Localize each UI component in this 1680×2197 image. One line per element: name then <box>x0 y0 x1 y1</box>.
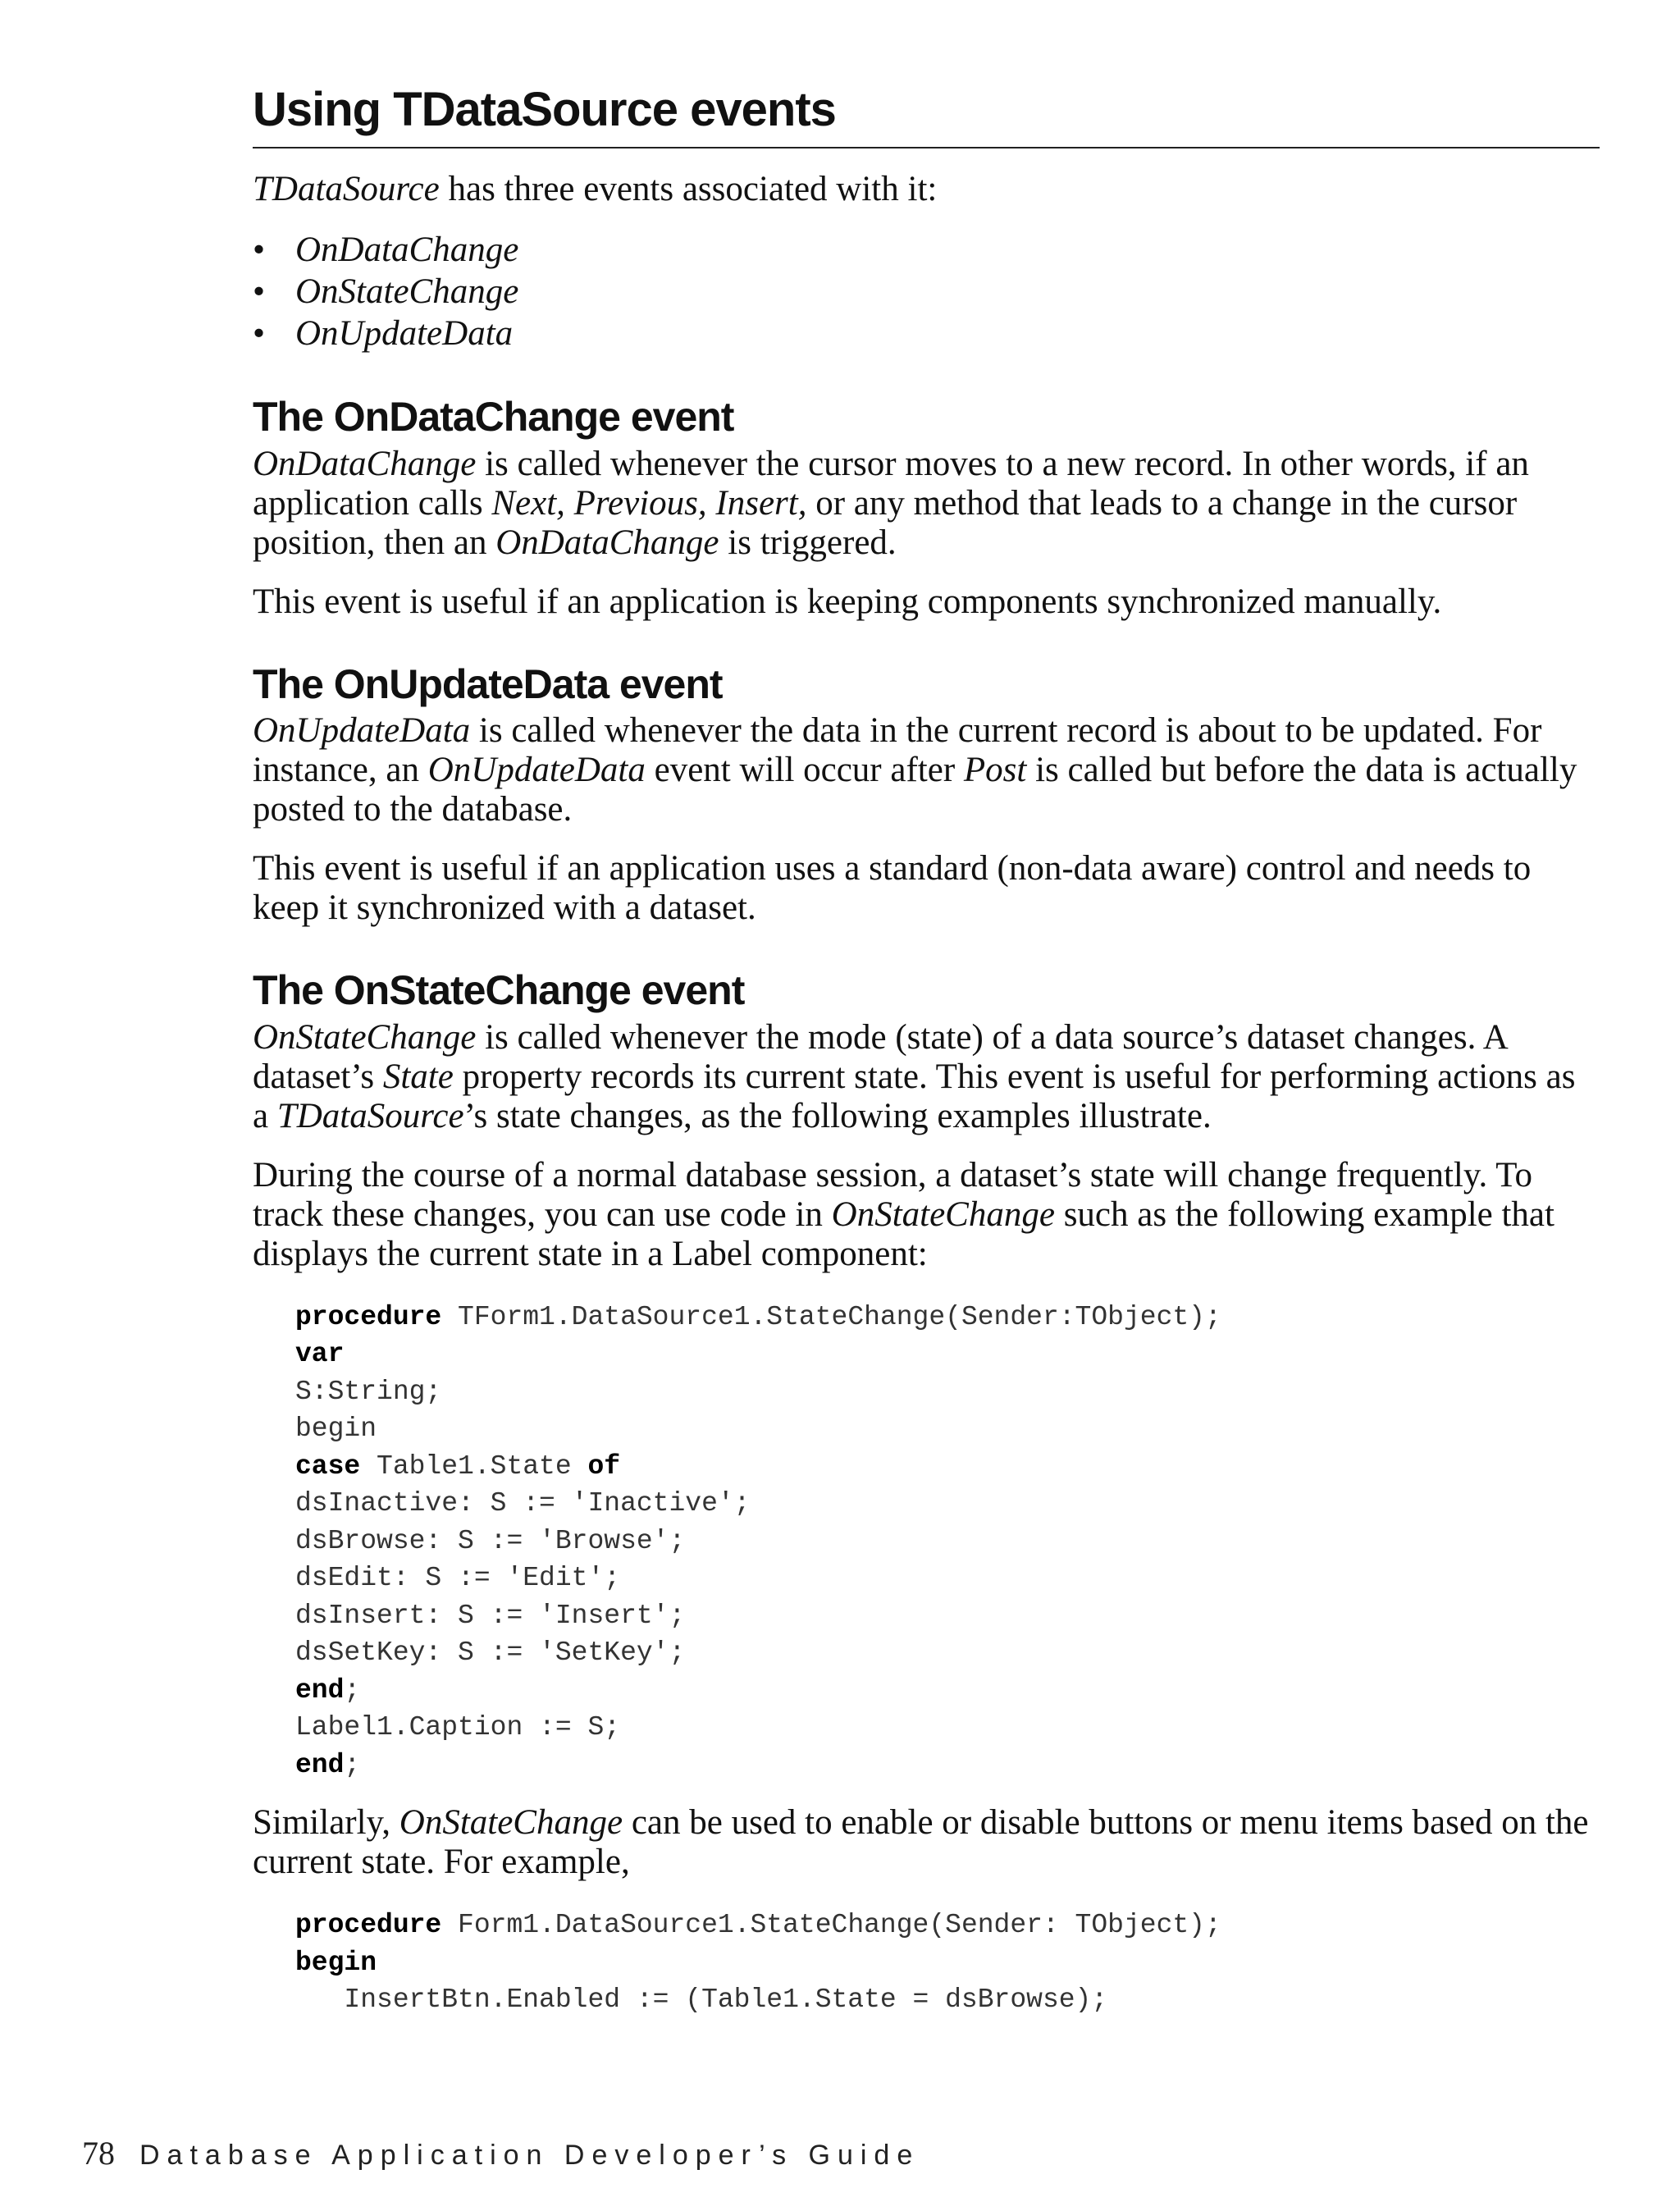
code-keyword: end <box>295 1674 345 1706</box>
chapter-title: Using TDataSource events <box>253 82 1600 148</box>
bullet-icon: • <box>253 231 266 269</box>
text-run: event will occur after <box>645 751 964 789</box>
book-title: Database Application Developer’s Guide <box>139 2140 920 2171</box>
code-keyword: of <box>587 1450 621 1482</box>
list-item <box>253 229 1600 271</box>
ondatachange-paragraph-1 <box>253 445 1600 563</box>
code-text: dsInactive: S := 'Inactive'; <box>295 1488 751 1519</box>
term-post: Post <box>963 751 1027 789</box>
ondatachange-paragraph-2: This event is useful if an application is keeping components synchronized manually. <box>253 582 1442 621</box>
text-run: Similarly, <box>253 1803 399 1842</box>
code-text: dsSetKey: S := 'SetKey'; <box>295 1637 686 1668</box>
text-run: During the course of a normal database session, a dataset’s state will change frequently. To track these changes, you can use code in <box>253 1155 1533 1234</box>
intro-term: TDataSource <box>253 170 440 208</box>
term-state: State <box>382 1057 454 1096</box>
text-run: is called whenever the cursor moves to a new record. In other words, if an application calls <box>253 444 1529 523</box>
code-keyword: procedure <box>295 1910 442 1940</box>
code-text: TForm1.DataSource1.StateChange(Sender:TObject); <box>441 1301 1221 1332</box>
code-keyword: var <box>295 1339 345 1369</box>
onstatechange-paragraph-1 <box>253 1018 1600 1136</box>
code-text: ; <box>344 1674 361 1706</box>
content-column <box>253 82 1600 2019</box>
code-text: Table1.State <box>360 1450 588 1482</box>
text-run: property records its current state. This event is useful for performing actions as a <box>253 1057 1576 1135</box>
onstatechange-paragraph-2 <box>253 1156 1600 1274</box>
text-run: such as the following example that displays the current state in a Label component: <box>253 1194 1554 1273</box>
onstatechange-paragraph-3 <box>253 1803 1600 1882</box>
text-run: can be used to enable or disable buttons or menu items based on the current state. For example, <box>253 1803 1589 1881</box>
list-item-label: OnDataChange <box>295 231 519 269</box>
term-onstatechange: OnStateChange <box>399 1803 623 1842</box>
code-text: begin <box>295 1414 377 1444</box>
term-onstatechange: OnStateChange <box>253 1017 477 1057</box>
code-block-button-example <box>295 1907 1600 2019</box>
code-keyword: end <box>295 1749 345 1780</box>
text-run: is called whenever the data in the current record is about to be updated. For instance, an <box>253 711 1542 789</box>
code-text: dsInsert: S := 'Insert'; <box>295 1600 686 1631</box>
onupdatedata-paragraph-1 <box>253 711 1600 829</box>
term-ondatachange: OnDataChange <box>495 523 719 562</box>
term-methods: Next, Previous, Insert, <box>491 483 807 523</box>
code-text: dsBrowse: S := 'Browse'; <box>295 1525 686 1556</box>
code-text: dsEdit: S := 'Edit'; <box>295 1563 621 1593</box>
text-run: is triggered. <box>719 523 897 562</box>
section-title-onstatechange: The OnStateChange event <box>253 967 745 1013</box>
code-keyword: case <box>295 1450 361 1482</box>
code-text: Form1.DataSource1.StateChange(Sender: TObject); <box>441 1910 1221 1940</box>
events-list <box>253 229 1600 354</box>
list-item <box>253 271 1600 313</box>
section-title-ondatachange: The OnDataChange event <box>253 394 734 440</box>
code-keyword: procedure <box>295 1301 442 1332</box>
code-block-label-example <box>295 1299 1600 1784</box>
term-onupdatedata: OnUpdateData <box>253 711 471 750</box>
term-onstatechange: OnStateChange <box>831 1194 1055 1234</box>
term-onupdatedata: OnUpdateData <box>427 751 646 789</box>
intro-text: has three events associated with it: <box>439 170 938 208</box>
text-run: ’s state changes, as the following examples illustrate. <box>463 1096 1212 1135</box>
bullet-icon: • <box>253 314 266 353</box>
term-ondatachange: OnDataChange <box>253 444 477 483</box>
code-text: ; <box>344 1749 361 1780</box>
intro-paragraph <box>253 170 1600 209</box>
bullet-icon: • <box>253 272 266 311</box>
text-run: is called but before the data is actually posted to the database. <box>253 751 1577 829</box>
section-title-onupdatedata: The OnUpdateData event <box>253 660 723 707</box>
text-run: or any method that leads to a change in the cursor position, then an <box>253 483 1518 562</box>
code-keyword: begin <box>295 1947 377 1978</box>
page-number: 78 <box>82 2135 115 2172</box>
code-text: Label1.Caption := S; <box>295 1712 621 1743</box>
list-item-label: OnUpdateData <box>295 314 514 353</box>
list-item-label: OnStateChange <box>295 272 519 311</box>
onupdatedata-paragraph-2: This event is useful if an application uses a standard (non-data aware) control and needs to keep it synchronized with a dataset. <box>253 849 1532 927</box>
code-text: InsertBtn.Enabled := (Table1.State = dsBrowse); <box>295 1985 1108 2015</box>
code-text: S:String; <box>295 1376 442 1407</box>
list-item <box>253 313 1600 354</box>
text-run: is called whenever the mode (state) of a data source’s dataset changes. A dataset’s <box>253 1017 1507 1096</box>
page-footer <box>82 2134 920 2172</box>
term-tdatasource: TDataSource <box>276 1096 464 1135</box>
